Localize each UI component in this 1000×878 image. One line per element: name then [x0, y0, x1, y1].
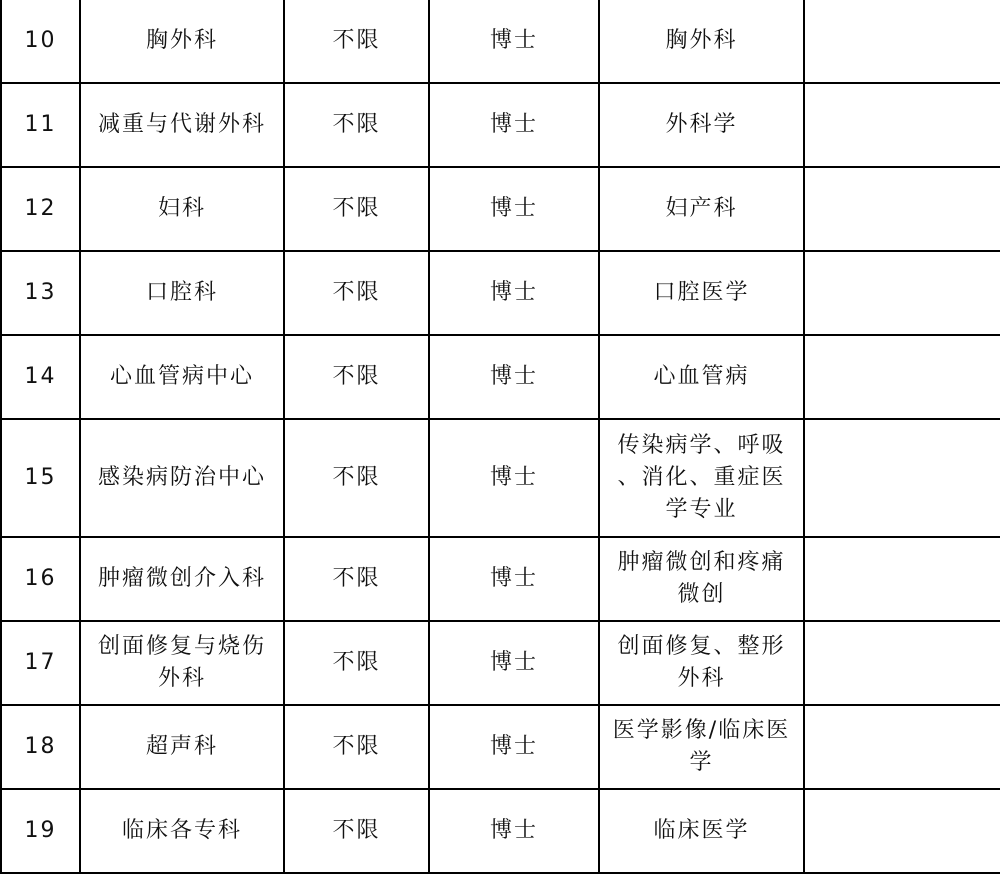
note-cell	[804, 83, 1000, 167]
department-cell: 超声科	[80, 705, 284, 789]
department-cell: 感染病防治中心	[80, 419, 284, 537]
major-cell: 临床医学	[599, 789, 804, 873]
note-cell	[804, 335, 1000, 419]
table-row	[1, 789, 1000, 873]
table-row	[1, 251, 1000, 335]
row-number-cell: 19	[1, 789, 80, 873]
table-row	[1, 167, 1000, 251]
note-cell	[804, 789, 1000, 873]
degree-cell: 博士	[429, 537, 599, 621]
age-requirement-cell: 不限	[284, 621, 429, 705]
table-row	[1, 83, 1000, 167]
table-row	[1, 537, 1000, 621]
age-requirement-cell: 不限	[284, 537, 429, 621]
row-number-cell: 11	[1, 83, 80, 167]
table-row	[1, 705, 1000, 789]
row-number-cell: 12	[1, 167, 80, 251]
department-cell: 临床各专科	[80, 789, 284, 873]
major-cell: 创面修复、整形 外科	[599, 621, 804, 705]
table-row	[1, 621, 1000, 705]
degree-cell: 博士	[429, 335, 599, 419]
department-cell: 肿瘤微创介入科	[80, 537, 284, 621]
degree-cell: 博士	[429, 419, 599, 537]
row-number-cell: 10	[1, 0, 80, 83]
degree-cell: 博士	[429, 0, 599, 83]
degree-cell: 博士	[429, 789, 599, 873]
department-cell: 胸外科	[80, 0, 284, 83]
degree-cell: 博士	[429, 167, 599, 251]
major-cell: 肿瘤微创和疼痛 微创	[599, 537, 804, 621]
degree-cell: 博士	[429, 83, 599, 167]
major-cell: 医学影像/临床医 学	[599, 705, 804, 789]
department-cell: 减重与代谢外科	[80, 83, 284, 167]
note-cell	[804, 251, 1000, 335]
degree-cell: 博士	[429, 621, 599, 705]
age-requirement-cell: 不限	[284, 251, 429, 335]
note-cell	[804, 705, 1000, 789]
major-cell: 妇产科	[599, 167, 804, 251]
age-requirement-cell: 不限	[284, 419, 429, 537]
major-cell: 胸外科	[599, 0, 804, 83]
major-cell: 口腔医学	[599, 251, 804, 335]
row-number-cell: 16	[1, 537, 80, 621]
major-cell: 心血管病	[599, 335, 804, 419]
age-requirement-cell: 不限	[284, 335, 429, 419]
age-requirement-cell: 不限	[284, 789, 429, 873]
degree-cell: 博士	[429, 251, 599, 335]
row-number-cell: 18	[1, 705, 80, 789]
age-requirement-cell: 不限	[284, 167, 429, 251]
degree-cell: 博士	[429, 705, 599, 789]
department-cell: 口腔科	[80, 251, 284, 335]
note-cell	[804, 537, 1000, 621]
department-cell: 妇科	[80, 167, 284, 251]
table-row	[1, 0, 1000, 83]
note-cell	[804, 419, 1000, 537]
note-cell	[804, 167, 1000, 251]
note-cell	[804, 0, 1000, 83]
department-cell: 心血管病中心	[80, 335, 284, 419]
row-number-cell: 15	[1, 419, 80, 537]
age-requirement-cell: 不限	[284, 0, 429, 83]
row-number-cell: 13	[1, 251, 80, 335]
note-cell	[804, 621, 1000, 705]
major-cell: 传染病学、呼吸 、消化、重症医 学专业	[599, 419, 804, 537]
age-requirement-cell: 不限	[284, 83, 429, 167]
row-number-cell: 14	[1, 335, 80, 419]
table-row	[1, 419, 1000, 537]
age-requirement-cell: 不限	[284, 705, 429, 789]
department-cell: 创面修复与烧伤 外科	[80, 621, 284, 705]
row-number-cell: 17	[1, 621, 80, 705]
table-row	[1, 335, 1000, 419]
major-cell: 外科学	[599, 83, 804, 167]
